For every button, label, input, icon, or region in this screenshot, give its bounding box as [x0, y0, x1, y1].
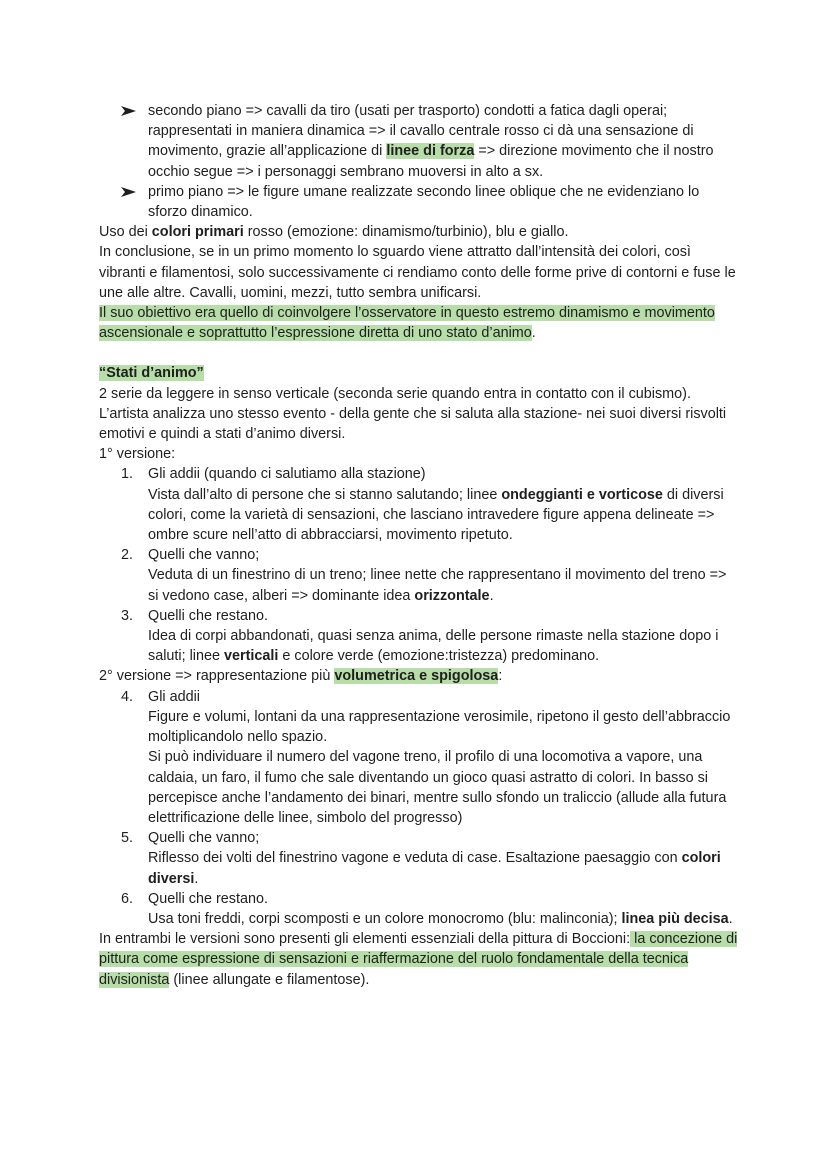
highlight-final: la concezione di pittura come espressione di sensazioni e riaffermazione del ruolo fondamentale della tecnica divisionista — [99, 931, 738, 988]
highlight-objective: Il suo obiettivo era quello di coinvolgere l’osservatore in questo estremo dinamismo e movimento ascensionale e soprattutto l’espressione diretta di uno stato d’animo — [99, 305, 715, 342]
list-item-title: Quelli che restano. — [148, 890, 268, 907]
list-item-3: 3. Quelli che restano. Idea di corpi abbandonati, quasi senza anima, delle persone rimaste nella stazione dopo i saluti; linee verticali e colore verde (emozione:tristezza) predominano. — [99, 606, 739, 667]
list-item-title: Gli addii (quando ci salutiamo alla stazione) — [148, 466, 426, 483]
paragraph-objective: Il suo obiettivo era quello di coinvolgere l’osservatore in questo estremo dinamismo e movimento ascensionale e soprattutto l’espressione diretta di uno stato d’animo. — [99, 305, 715, 342]
list-item-title: Gli addii — [148, 688, 200, 705]
paragraph-conclusion: In conclusione, se in un primo momento lo sguardo viene attratto dall’intensità dei colori, così vibranti e filamentosi, solo successivamente ci rendiamo conto delle forme prive di contorni e fuse le une alle altre. Cavalli, uomini, mezzi, tutto sembra unificarsi. — [99, 244, 736, 301]
section-title: “Stati d’animo” — [99, 365, 204, 382]
list-item-body: Figure e volumi, lontani da una rappresentazione verosimile, ripetono il gesto dell’abbraccio moltiplicandolo nello spazio. — [148, 708, 731, 746]
list-item-body: Si può individuare il numero del vagone treno, il profilo di una locomotiva a vapore, una caldaia, un faro, il fumo che sale diventando un gioco quasi astratto di colori. In basso si percepisce anche l’andamento dei binari, mentre sullo sfondo un traliccio (allude alla futura elettrificazione delle linee, simbolo del progresso) — [148, 749, 727, 826]
paragraph-colors: Uso dei colori primari rosso (emozione: dinamismo/turbinio), blu e giallo. — [99, 224, 569, 241]
list-item-body: Idea di corpi abbandonati, quasi senza anima, delle persone rimaste nella stazione dopo i saluti; linee verticali e colore verde (emozione:tristezza) predominano. — [148, 628, 719, 665]
bullet-text: secondo piano => cavalli da tiro (usati per trasporto) condotti a fatica dagli operai; rappresentati in maniera dinamica => il cavallo centrale rosso ci dà una sensazione di movimento, grazie all’applicazione di linee di forza => direzione movimento che il nostro occhio segue => i personaggi sembrano muoversi in alto a sx. — [148, 103, 714, 180]
version-1-label: 1° versione: — [99, 446, 176, 463]
list-item-body: Usa toni freddi, corpi scomposti e un colore monocromo (blu: malinconia); linea più decisa. — [148, 910, 733, 927]
bullet-first-plane — [99, 182, 739, 222]
list-item-body: Vista dall’alto di persone che si stanno salutando; linee ondeggianti e vorticose di diversi colori, come la varietà di sensazioni, che lasciano intravedere figure appena delineate => ombre scure nell’atto di abbracciarsi, movimento ripetuto. — [148, 486, 724, 544]
paragraph-final: In entrambi le versioni sono presenti gli elementi essenziali della pittura di Boccioni: la concezione di pittura come espressione di sensazioni e riaffermazione del ruolo fondamentale della tecnica divisionista (linee allungate e filamentose). — [99, 931, 738, 988]
list-item-6: 6. Quelli che restano. Usa toni freddi, corpi scomposti e un colore monocromo (blu: malinconia); linea più decisa. — [99, 889, 739, 929]
list-item-body: Riflesso dei volti del finestrino vagone e veduta di case. Esaltazione paesaggio con colori diversi. — [148, 850, 721, 887]
arrow-bullet-icon — [121, 101, 139, 116]
list-item-title: Quelli che vanno; — [148, 547, 260, 564]
document-body — [99, 101, 739, 990]
bullet-second-plane — [99, 101, 739, 182]
list-item-title: Quelli che vanno; — [148, 830, 260, 847]
paragraph-intro-series: 2 serie da leggere in senso verticale (seconda serie quando entra in contatto con il cubismo). — [99, 385, 691, 402]
list-item-1: 1. Gli addii (quando ci salutiamo alla stazione) Vista dall’alto di persone che si stanno salutando; linee ondeggianti e vorticose di diversi colori, come la varietà di sensazioni, che lasciano intravedere figure appena delineate => ombre scure nell’atto di abbracciarsi, movimento ripetuto. — [99, 464, 739, 545]
list-item-4: 4. Gli addii Figure e volumi, lontani da una rappresentazione verosimile, ripetono il gesto dell’abbraccio moltiplicandolo nello spazio. Si può individuare il numero del vagone treno, il profilo di una locomotiva a vapore, una caldaia, un faro, il fumo che sale diventando un gioco quasi astratto di colori. In basso si percepisce anche l’andamento dei binari, mentre sullo sfondo un traliccio (allude alla futura elettrificazione delle linee, simbolo del progresso) — [99, 687, 739, 828]
list-item-5: 5. Quelli che vanno; Riflesso dei volti del finestrino vagone e veduta di case. Esaltazione paesaggio con colori diversi. — [99, 828, 739, 889]
highlight-volumetrica: volumetrica e spigolosa — [334, 668, 499, 685]
highlight-linee-di-forza: linee di forza — [386, 143, 475, 160]
list-item-title: Quelli che restano. — [148, 607, 268, 624]
list-item-2: 2. Quelli che vanno; Veduta di un finestrino di un treno; linee nette che rappresentano il movimento del treno => si vedono case, alberi => dominante idea orizzontale. — [99, 545, 739, 606]
bullet-text: primo piano => le figure umane realizzate secondo linee oblique che ne evidenziano lo sforzo dinamico. — [148, 183, 700, 221]
list-item-body: Veduta di un finestrino di un treno; linee nette che rappresentano il movimento del treno => si vedono case, alberi => dominante idea orizzontale. — [148, 567, 727, 604]
paragraph-intro-artist: L’artista analizza uno stesso evento - della gente che si saluta alla stazione- nei suoi diversi risvolti emotivi e quindi a stati d’animo diversi. — [99, 405, 727, 443]
version-2-label: 2° versione => rappresentazione più volumetrica e spigolosa: — [99, 668, 503, 685]
arrow-bullet-icon — [121, 182, 139, 197]
